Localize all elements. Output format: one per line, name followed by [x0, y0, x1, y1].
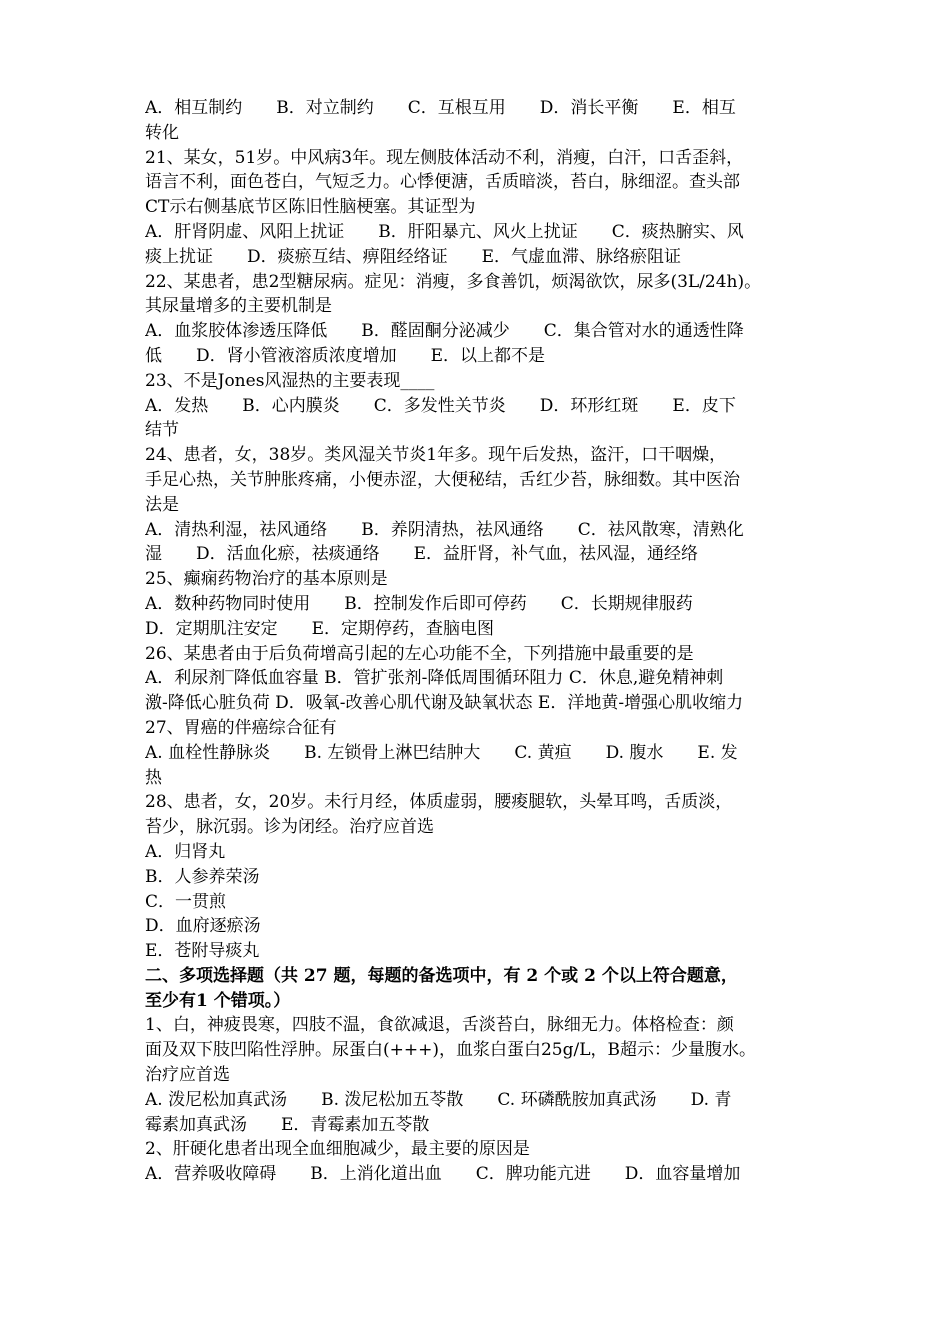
text-line: A．归肾丸 — [145, 841, 226, 862]
text-line: 21、某女，51岁。中风病3年。现左侧肢体活动不利，消瘦，白汗，口舌歪斜， — [145, 147, 744, 168]
text-line: A．清热利湿，祛风通络 B．养阴清热，祛风通络 C．祛风散寒，清熟化 — [145, 519, 744, 540]
text-line: 转化 — [145, 122, 179, 143]
text-line: 2、肝硬化患者出现全血细胞减少，最主要的原因是 — [145, 1139, 530, 1160]
text-line: A．发热 B．心内膜炎 C．多发性关节炎 D．环形红斑 E．皮下 — [145, 395, 736, 416]
text-line: C．一贯煎 — [145, 891, 227, 912]
text-line: A．营养吸收障碍 B．上消化道出血 C．脾功能亢进 D．血容量增加 — [145, 1164, 741, 1185]
text-line: D．血府逐瘀汤 — [145, 916, 261, 937]
text-line: 湿 D．活血化瘀，祛痰通络 E．益肝肾，补气血，祛风湿，通经络 — [145, 544, 699, 565]
text-line: 手足心热，关节肿胀疼痛，小便赤涩，大便秘结，舌红少苔，脉细数。其中医治 — [145, 469, 740, 490]
text-line: 22、某患者，患2型糖尿病。症见：消瘦，多食善饥，烦渴欲饮，尿多(3L/24h)。 — [145, 271, 762, 292]
text-line: 28、患者，女，20岁。未行月经，体质虚弱，腰痠腿软，头晕耳鸣，舌质淡， — [145, 792, 733, 813]
text-line: A．相互制约 B．对立制约 C．互根互用 D．消长平衡 E．相互 — [145, 98, 736, 118]
text-line: 面及双下肢凹陷性浮肿。尿蛋白(+++)，血浆白蛋白25g/L，B超示：少量腹水。 — [145, 1040, 757, 1061]
text-line: 低 D．肾小管液溶质浓度增加 E．以上都不是 — [145, 345, 546, 366]
section-heading-line: 至少有1 个错项。） — [145, 990, 291, 1011]
text-line: 结节 — [145, 420, 179, 441]
text-line: A. 血栓性静脉炎 B. 左锁骨上淋巴结肿大 C. 黄疸 D. 腹水 E. 发 — [145, 742, 738, 763]
text-line: 其尿量增多的主要机制是 — [145, 296, 332, 317]
text-line: E．苍附导痰丸 — [145, 941, 260, 962]
text-line: 27、胃癌的伴癌综合征有 — [145, 717, 337, 738]
text-line: 25、癫痫药物治疗的基本原则是 — [145, 569, 388, 590]
text-line: 痰上扰证 D．痰瘀互结、痹阻经络证 E．气虚血滞、脉络瘀阻证 — [145, 246, 682, 267]
text-line: A．数种药物同时使用 B．控制发作后即可停药 C．长期规律服药 — [145, 593, 693, 614]
text-line: A．利尿剂‾降低血容量 B．管扩张剂-降低周围循环阻力 C．休息,避免精神刺 — [145, 668, 724, 689]
text-line: 苔少，脉沉弱。诊为闭经。治疗应首选 — [145, 817, 434, 838]
text-line: A. 泼尼松加真武汤 B. 泼尼松加五苓散 C. 环磷酰胺加真武汤 D. 青 — [145, 1089, 732, 1110]
text-line: 热 — [145, 767, 162, 788]
text-line: 激-降低心脏负荷 D．吸氧-改善心肌代谢及缺氧状态 E．洋地黄-增强心肌收缩力 — [145, 693, 744, 714]
document-page — [145, 96, 813, 1187]
text-line: 霉素加真武汤 E．青霉素加五苓散 — [145, 1114, 430, 1135]
section-heading-line: 二、多项选择题（共 27 题，每题的备选项中，有 2 个或 2 个以上符合题意， — [145, 965, 738, 986]
text-line: 法是 — [145, 494, 179, 515]
text-line: A．肝肾阴虚、风阳上扰证 B．肝阳暴亢、风火上扰证 C．痰热腑实、风 — [145, 221, 744, 242]
text-line: 治疗应首选 — [145, 1065, 230, 1086]
text-line: 24、患者，女，38岁。类风湿关节炎1年多。现午后发热，盗汗，口干咽燥， — [145, 445, 727, 466]
text-line: 语言不利，面色苍白，气短乏力。心悸便溏，舌质暗淡，苔白，脉细涩。查头部 — [145, 172, 740, 193]
text-line: 23、不是Jones风湿热的主要表现____ — [145, 370, 435, 391]
text-line: B．人参养荣汤 — [145, 866, 260, 887]
text-line: D．定期肌注安定 E．定期停药，查脑电图 — [145, 618, 495, 639]
text-line: A．血浆胶体渗透压降低 B．醛固酮分泌减少 C．集合管对水的通透性降 — [145, 321, 744, 342]
text-line: CT示右侧基底节区陈旧性脑梗塞。其证型为 — [145, 197, 476, 218]
text-line: 26、某患者由于后负荷增高引起的左心功能不全，下列措施中最重要的是 — [145, 643, 694, 664]
text-line: 1、白，神疲畏寒，四肢不温，食欲减退，舌淡苔白，脉细无力。体格检查：颜 — [145, 1015, 734, 1036]
